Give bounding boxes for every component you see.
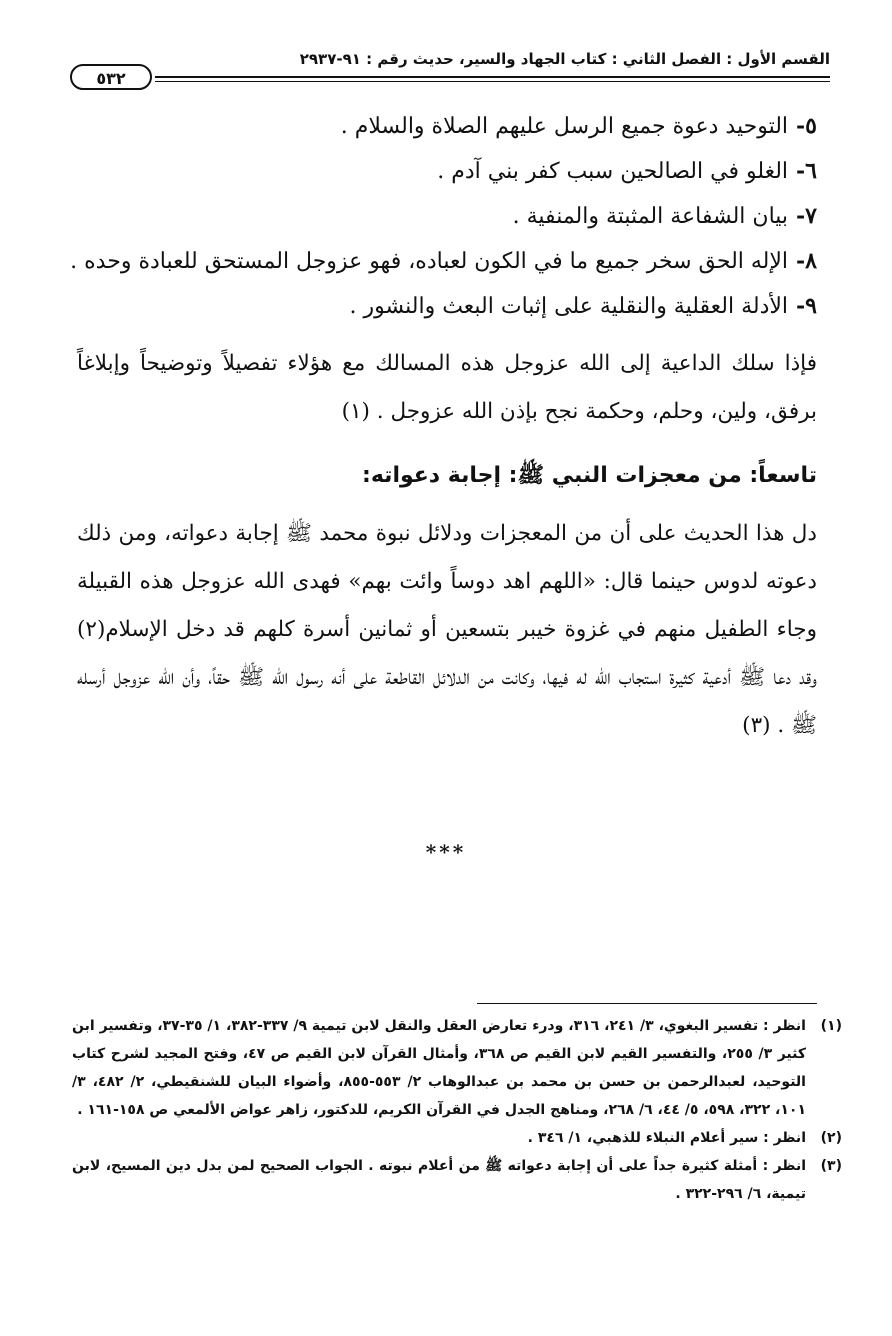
footnote-text: انظر : تفسير البغوي، ٣/ ٢٤١، ٣١٦، ودرء تعارض العقل والنقل لابن تيمية ٩/ ٣٣٧-٣٨٢، ١/ ٣٥-٣٧، وتفسير ابن كثير ٣/ ٢٥٥، والتفسير القيم لابن القيم ص ٣٦٨، وأمثال القرآن لابن القيم ص ٤٧، وفتح المجيد لشرح كتاب التوحيد، لعبدالرحمن بن حسن بن محمد بن عبدالوهاب ٢/ ٥٥٣-٨٥٥، وأضواء البيان للشنقيطي، ٢/ ٤٨٢، ٣/ ١٠١، ٣٢٢، ٥٩٨، ٥/ ٤٤، ٦/ ٢٦٨، ومناهج الجدل في القرآن الكريم، للدكتور، زاهر عواض الألمعي ص ١٥٨-١٦١ . xyxy=(72,1018,806,1118)
list-item xyxy=(77,149,817,194)
list-item-text: التوحيد دعوة جميع الرسل عليهم الصلاة والسلام . xyxy=(340,114,789,139)
list-item-text: الغلو في الصالحين سبب كفر بني آدم . xyxy=(437,159,789,184)
list-item xyxy=(77,194,817,239)
footnote-number: (٣) xyxy=(820,1158,842,1174)
footnote-rule xyxy=(477,1003,817,1004)
page-number: ٥٣٢ xyxy=(70,64,152,90)
header-rule-thin xyxy=(155,81,830,82)
footnote xyxy=(72,1152,842,1208)
list-item-text: بيان الشفاعة المثبتة والمنفية . xyxy=(512,204,789,229)
paragraph-conclusion: فإذا سلك الداعية إلى الله عزوجل هذه المسالك مع هؤلاء تفصيلاً وتوضيحاً وإبلاغاً برفق، ولين، وحلم، وحكمة نجح بإذن الله عزوجل . (١) xyxy=(77,351,817,424)
section-heading: تاسعاً: من معجزات النبي ﷺ: إجابة دعواته: xyxy=(362,463,817,488)
header-rule-thick xyxy=(155,76,830,78)
list-item-number: ٩- xyxy=(796,293,817,319)
page-header xyxy=(70,50,830,90)
list-item-number: ٨- xyxy=(796,248,817,274)
list-item-number: ٥- xyxy=(796,113,817,139)
footnote-number: (٢) xyxy=(820,1130,842,1146)
footnote-text: انظر : سير أعلام النبلاء للذهبي، ١/ ٣٤٦ . xyxy=(527,1130,806,1146)
footnotes xyxy=(72,1012,842,1208)
footnote xyxy=(72,1124,842,1152)
list-item-number: ٦- xyxy=(796,158,817,184)
paragraph-miracles: دل هذا الحديث على أن من المعجزات ودلائل نبوة محمد ﷺ إجابة دعواته، ومن ذلك دعوته لدوس حينما قال: «اللهم اهد دوساً وائت بهم» فهدى الله عزوجل هذه القبيلة وجاء الطفيل منهم في غزوة خيبر بتسعين أو ثمانين أسرة كلهم قد دخل الإسلام(٢) وقد دعا ﷺ أدعية كثيرة استجاب الله له فيها، وكانت من الدلائل القاطعة على أنه رسول الله ﷺ حقاً، وأن الله عزوجل أرسله ﷺ . (٣) xyxy=(77,521,817,738)
footnote-number: (١) xyxy=(820,1018,842,1034)
list-item xyxy=(77,284,817,329)
list-item-text: الأدلة العقلية والنقلية على إثبات البعث والنشور . xyxy=(349,294,789,319)
list-item xyxy=(70,239,817,284)
list-item xyxy=(77,104,817,149)
list-item-text: الإله الحق سخر جميع ما في الكون لعباده، فهو عزوجل المستحق للعبادة وحده . xyxy=(70,249,789,274)
footnote xyxy=(72,1012,842,1124)
running-title: القسم الأول : الفصل الثاني : كتاب الجهاد والسير، حديث رقم : ٩١-٢٩٣٧ xyxy=(299,50,830,68)
points-list xyxy=(70,104,817,329)
list-item-number: ٧- xyxy=(796,203,817,229)
section-separator: *** xyxy=(425,840,467,864)
footnote-text: انظر : أمثلة كثيرة جداً على أن إجابة دعواته ﷺ من أعلام نبوته . الجواب الصحيح لمن بدل دين المسيح، لابن تيمية، ٦/ ٢٩٦-٣٢٢ . xyxy=(72,1158,806,1202)
